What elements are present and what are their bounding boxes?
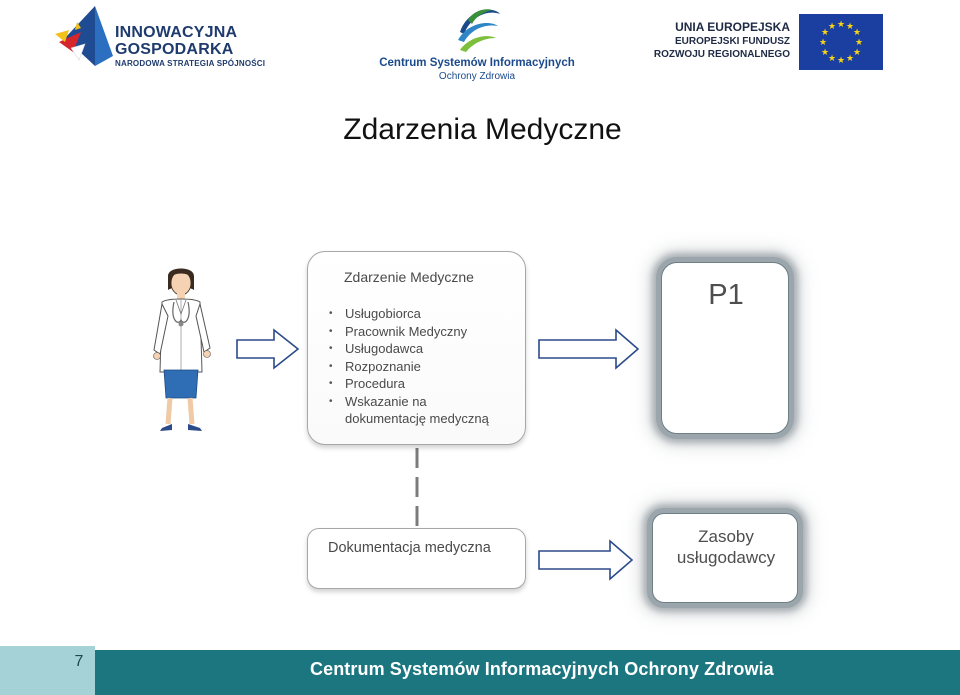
svg-text:★: ★ [854,38,864,48]
page-number: 7 [74,653,84,670]
logo-left-line3: NARODOWA STRATEGIA SPÓJNOŚCI [115,59,266,68]
svg-text:★: ★ [845,22,855,32]
csioz-logo [372,2,582,82]
list-item: • Wskazanie na [308,393,489,411]
documentation-label: Dokumentacja medyczna [328,540,491,556]
svg-text:★: ★ [845,54,855,64]
list-item: • Usługobiorca [308,305,489,323]
event-box-list [308,305,489,428]
svg-text:★: ★ [836,56,846,66]
logo-center-line2: Ochrony Zdrowia [438,71,516,82]
svg-text:★: ★ [836,20,846,30]
event-box-title: Zdarzenie Medyczne [344,269,474,285]
svg-text:★: ★ [827,54,837,64]
documentation-box [307,528,526,589]
page-title: Zdarzenia Medyczne [343,113,622,146]
doctor-figure-icon [148,264,216,434]
logo-left-line2: GOSPODARKA [115,41,234,58]
list-item: • Pracownik Medyczny [308,323,489,341]
svg-text:★: ★ [852,28,862,38]
arrow-event-to-p1-icon [538,328,640,370]
svg-text:★: ★ [852,48,862,58]
eu-flag-icon [799,14,883,70]
resources-label-line1: Zasoby [698,527,754,546]
arrow-docs-to-resources-icon [538,539,634,581]
dashed-connector-line [410,446,424,530]
csioz-swirl-icon [450,2,504,56]
logo-right-line1: UNIA EUROPEJSKA [675,20,790,34]
eu-logo [650,14,885,70]
innowacyjna-gospodarka-emblem-icon [55,4,115,72]
logo-right-line2: EUROPEJSKI FUNDUSZ [674,36,790,47]
svg-text:★: ★ [827,22,837,32]
logo-right-line3: ROZWOJU REGIONALNEGO [653,49,790,60]
resources-label-line2: usługodawcy [676,548,776,567]
resources-box [652,513,798,603]
list-item: • Usługodawca [308,340,489,358]
innowacyjna-gospodarka-logo [55,4,270,72]
list-item: • Procedura [308,375,489,393]
p1-label: P1 [708,279,744,311]
event-box [307,251,526,445]
svg-text:★: ★ [820,28,830,38]
logo-left-line1: INNOWACYJNA [115,24,238,41]
logo-center-line1: Centrum Systemów Informacyjnych [379,57,575,69]
list-item: • Rozpoznanie [308,358,489,376]
footer-text: Centrum Systemów Informacyjnych Ochrony Zdrowia [310,659,774,679]
arrow-doctor-to-event-icon [236,328,300,370]
p1-box [661,262,789,434]
resources-label [653,526,799,568]
svg-text:★: ★ [820,48,830,58]
svg-text:★: ★ [818,38,828,48]
list-item-continuation: dokumentację medyczną [345,411,489,426]
